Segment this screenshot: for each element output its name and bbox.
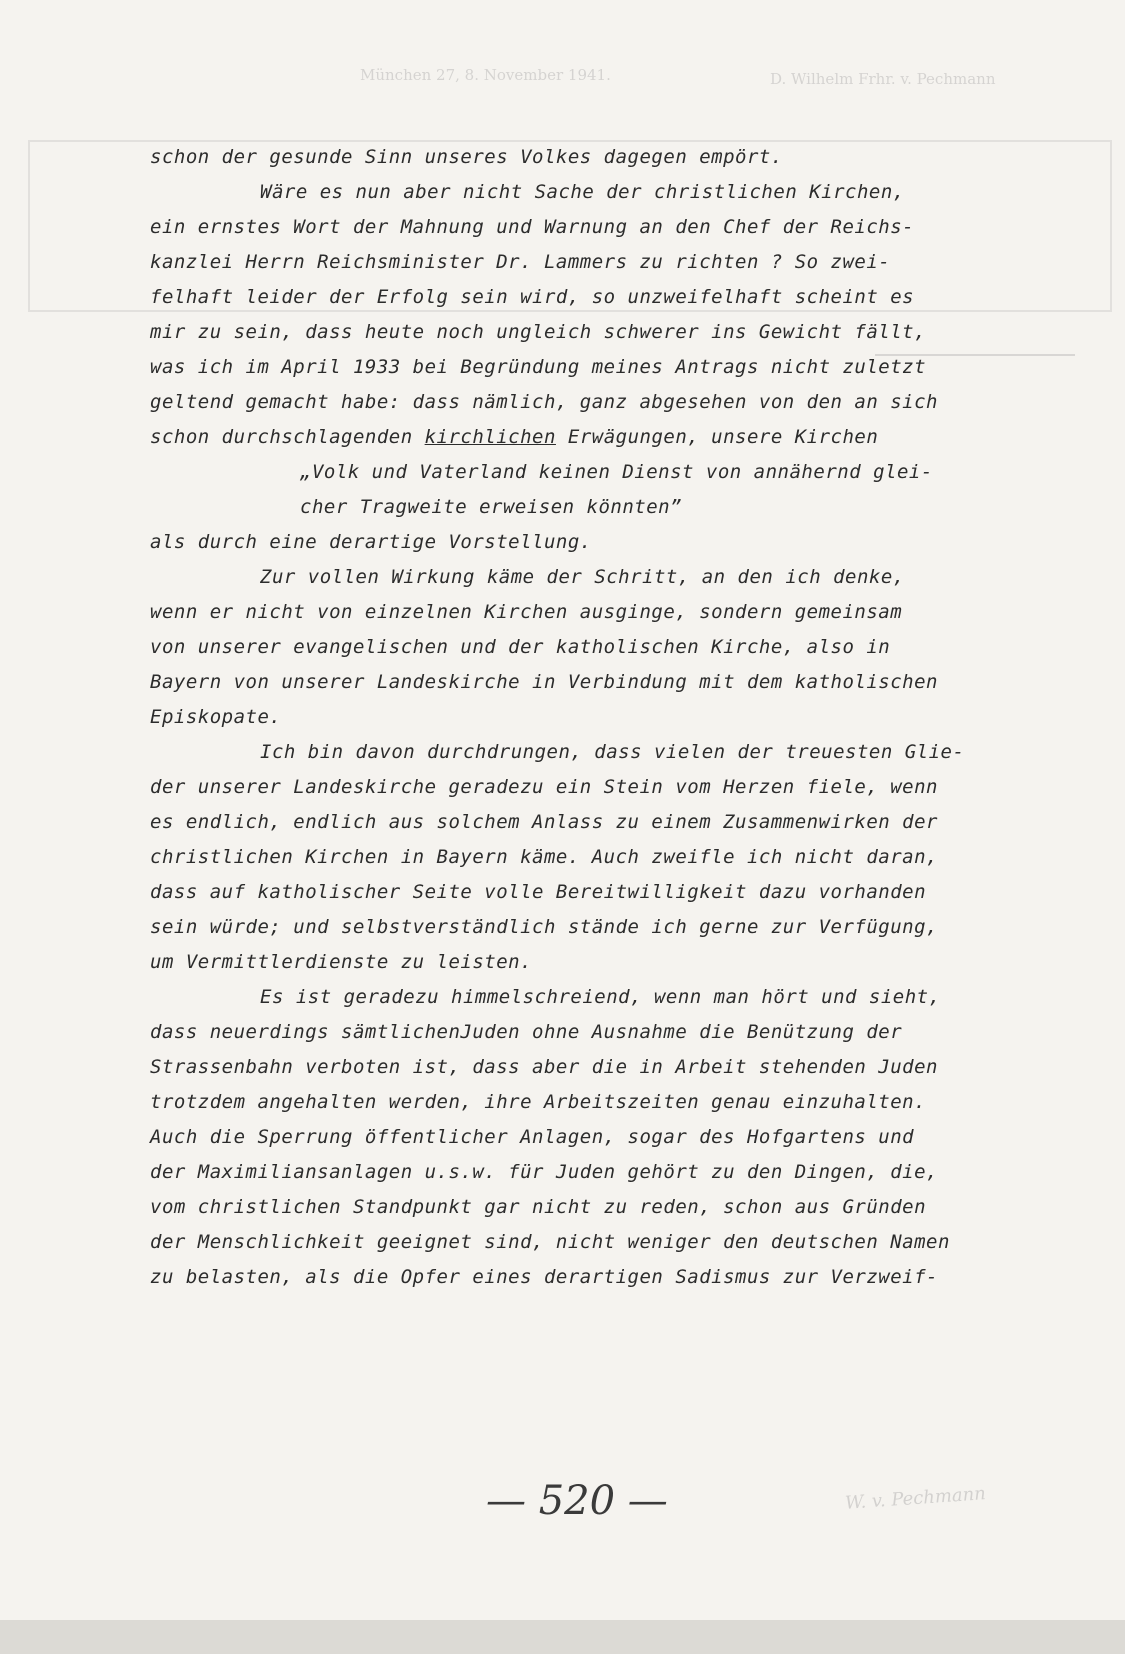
text-line: der unserer Landeskirche geradezu ein Stein vom Herzen fiele, wenn	[150, 776, 938, 798]
page-bottom-edge	[0, 1620, 1125, 1654]
underlined-word: kirchlichen	[424, 426, 556, 448]
text-line: kanzlei Herrn Reichsminister Dr. Lammers zu richten ? So zwei-	[150, 251, 891, 273]
text-line: schon der gesunde Sinn unseres Volkes dagegen empört.	[150, 146, 783, 168]
text-line: felhaft leider der Erfolg sein wird, so unzweifelhaft scheint es	[150, 286, 915, 308]
text-line: als durch eine derartige Vorstellung.	[150, 531, 592, 553]
quote-line: „Volk und Vaterland keinen Dienst von annähernd glei-	[300, 461, 933, 483]
text-line: der Menschlichkeit geeignet sind, nicht weniger den deutschen Namen	[150, 1231, 950, 1253]
text-line: zu belasten, als die Opfer eines derartigen Sadismus zur Verzweif-	[150, 1266, 938, 1288]
text-line: vom christlichen Standpunkt gar nicht zu reden, schon aus Gründen	[150, 1196, 927, 1218]
text-line: mir zu sein, dass heute noch ungleich schwerer ins Gewicht fällt,	[150, 321, 927, 343]
text-line: um Vermittlerdienste zu leisten.	[150, 951, 533, 973]
text-line: wenn er nicht von einzelnen Kirchen ausginge, sondern gemeinsam	[150, 601, 903, 623]
handwritten-page-number: — 520 —	[486, 1478, 668, 1524]
text-line: dass auf katholischer Seite volle Bereitwilligkeit dazu vorhanden	[150, 881, 927, 903]
faint-signature: W. v. Pechmann	[844, 1483, 987, 1514]
text-line: es endlich, endlich aus solchem Anlass zu einem Zusammenwirken der	[150, 811, 938, 833]
text-line: trotzdem angehalten werden, ihre Arbeitszeiten genau einzuhalten.	[150, 1091, 927, 1113]
text-line: Wäre es nun aber nicht Sache der christlichen Kirchen,	[260, 181, 905, 203]
text-line: Zur vollen Wirkung käme der Schritt, an den ich denke,	[260, 566, 905, 588]
text-line: Auch die Sperrung öffentlicher Anlagen, sogar des Hofgartens und	[150, 1126, 915, 1148]
text-line: Es ist geradezu himmelschreiend, wenn man hört und sieht,	[260, 986, 941, 1008]
text-segment: Erwägungen, unsere Kirchen	[555, 426, 879, 448]
text-line: der Maximiliansanlagen u.s.w. für Juden gehört zu den Dingen, die,	[150, 1161, 938, 1183]
bleed-through-letterhead: D. Wilhelm Frhr. v. Pechmann	[770, 70, 996, 88]
text-line: Ich bin davon durchdrungen, dass vielen der treuesten Glie-	[260, 741, 965, 763]
text-line: was ich im April 1933 bei Begründung meines Antrags nicht zuletzt	[150, 356, 927, 378]
text-line: sein würde; und selbstverständlich stände ich gerne zur Verfügung,	[150, 916, 938, 938]
quote-line: cher Tragweite erweisen könnten”	[300, 496, 683, 518]
text-line: Strassenbahn verboten ist, dass aber die in Arbeit stehenden Juden	[150, 1056, 938, 1078]
text-line: ein ernstes Wort der Mahnung und Warnung an den Chef der Reichs-	[150, 216, 915, 238]
text-line: christlichen Kirchen in Bayern käme. Auch zweifle ich nicht daran,	[150, 846, 938, 868]
text-line: von unserer evangelischen und der katholischen Kirche, also in	[150, 636, 891, 658]
text-line: Bayern von unserer Landeskirche in Verbindung mit dem katholischen	[150, 671, 938, 693]
text-line: geltend gemacht habe: dass nämlich, ganz abgesehen von den an sich	[150, 391, 938, 413]
text-line: Episkopate.	[150, 706, 282, 728]
text-line: dass neuerdings sämtlichenJuden ohne Ausnahme die Benützung der	[150, 1021, 903, 1043]
text-segment: schon durchschlagenden	[150, 426, 425, 448]
text-line-with-underline	[150, 426, 878, 448]
bleed-through-date-line: München 27, 8. November 1941.	[360, 66, 611, 84]
